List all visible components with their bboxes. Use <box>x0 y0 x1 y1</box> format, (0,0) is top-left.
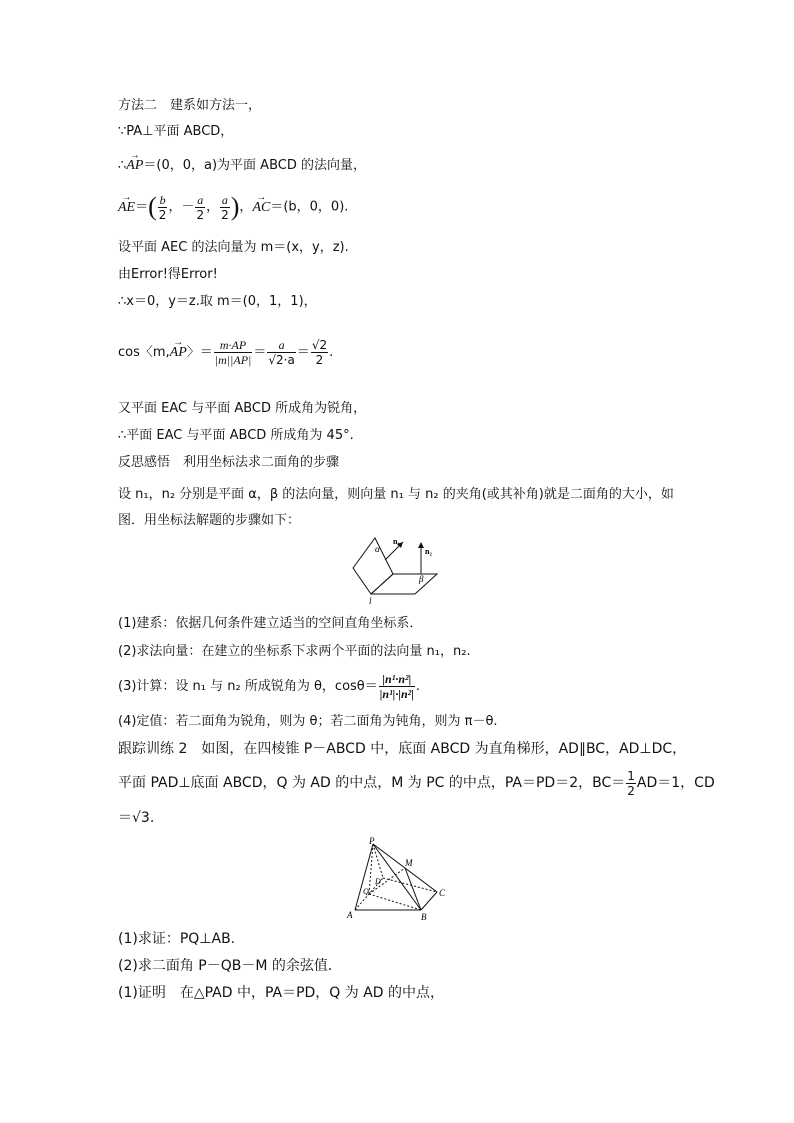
label-p: P <box>369 836 375 846</box>
line-ap-normal-text: ＝(0，0，a)为平面 ABCD 的法向量， <box>143 158 366 173</box>
numerator: |n¹·n²| <box>379 672 415 687</box>
right-paren: ) <box>230 192 240 221</box>
line-error: 由Error!得Error! <box>118 267 218 282</box>
edge-pd <box>373 844 383 878</box>
step-3 <box>118 668 420 706</box>
step-4: (4)定值：若二面角为锐角，则为 θ；若二面角为钝角，则为 π－θ. <box>118 714 498 729</box>
line-ae-ac <box>118 190 348 225</box>
period: . <box>329 345 334 360</box>
denominator: 2 <box>158 207 167 222</box>
plane-alpha <box>353 538 393 594</box>
fraction-a-over-2 <box>195 193 205 222</box>
label-d: D <box>375 877 381 886</box>
label-c: C <box>439 888 446 898</box>
arrow-head-n2 <box>418 542 424 548</box>
label-a: A <box>347 910 353 920</box>
label-m: M <box>405 858 413 868</box>
line-cos-formula <box>118 328 333 378</box>
question-1: (1)求证：PQ⊥AB. <box>118 931 236 947</box>
label-q: Q <box>363 887 369 896</box>
line-ap-normal <box>118 158 366 174</box>
numerator: m·AP <box>214 338 253 353</box>
cos-close: 〉＝ <box>186 345 213 360</box>
equals: ＝ <box>135 199 149 215</box>
fraction-b-over-2 <box>158 193 168 222</box>
step-1: (1)建系：依据几何条件建立适当的空间直角坐标系． <box>118 616 423 631</box>
exercise-line-2-tail: AD＝1，CD <box>636 775 715 791</box>
exercise-line-1: 跟踪训练 2 如图，在四棱锥 P－ABCD 中，底面 ABCD 为直角梯形，AD∥BC，AD⊥DC， <box>118 741 687 757</box>
step-2: (2)求法向量：在建立的坐标系下求两个平面的法向量 n₁，n₂. <box>118 644 471 659</box>
label-l: l <box>369 596 372 606</box>
numerator: a <box>197 192 204 207</box>
label-n2: n₂ <box>425 547 432 556</box>
vector-ae: → AE <box>118 191 135 225</box>
left-paren: ( <box>148 192 157 221</box>
label-alpha: α <box>375 544 380 554</box>
denominator: |n¹|·|n²| <box>379 687 414 701</box>
numerator: a <box>221 192 228 207</box>
fraction-one-half <box>626 769 636 798</box>
therefore-symbol: ∴ <box>118 158 127 173</box>
separator: ，－ <box>168 199 195 215</box>
numerator: a <box>267 338 295 353</box>
comma: ， <box>239 199 253 215</box>
line-acute-angle: 又平面 EAC 与平面 ABCD 所成角为锐角， <box>118 401 367 416</box>
exercise-line-2 <box>118 768 715 798</box>
label-b: B <box>421 912 427 922</box>
fraction-a-over-2-second <box>220 193 230 222</box>
vector-ap: → AP <box>170 328 187 378</box>
because-symbol: ∵ <box>118 124 127 139</box>
proof-start: (1)证明 在△PAD 中，PA＝PD，Q 为 AD 的中点， <box>118 985 445 1001</box>
vector-ap: → AP <box>126 158 143 174</box>
fraction-root2-over-2 <box>311 338 328 367</box>
equals: ＝ <box>253 345 267 360</box>
denominator: 2 <box>627 783 635 798</box>
denominator: 2 <box>221 207 229 222</box>
denominator: |m||AP| <box>214 353 252 367</box>
dihedral-angle-figure <box>345 530 455 606</box>
vector-ac: → AC <box>252 191 270 225</box>
denominator: 2 <box>196 207 205 222</box>
line-angle-45: ∴平面 EAC 与平面 ABCD 所成角为 45°. <box>118 428 354 443</box>
reflection-paragraph: 设 n₁，n₂ 分别是平面 α，β 的法向量，则向量 n₁ 与 n₂ 的夹角(或其补角)就是二面角的大小，如图．用坐标法解题的步骤如下： <box>118 487 674 528</box>
plane-beta <box>371 574 437 594</box>
label-n1: n₁ <box>393 537 400 546</box>
pyramid-figure <box>345 836 455 922</box>
numerator: 1 <box>627 768 635 783</box>
exercise-line-2-text: 平面 PAD⊥底面 ABCD，Q 为 AD 的中点，M 为 PC 的中点，PA＝PD＝2，BC＝ <box>118 775 626 791</box>
cos-label: cos〈m, <box>118 345 170 360</box>
segment-qb <box>369 894 421 910</box>
line-pa-perp-text: PA⊥平面 ABCD， <box>126 124 234 139</box>
denominator: 2 <box>315 353 324 367</box>
line-normal-m: 设平面 AEC 的法向量为 m＝(x，y，z). <box>118 240 349 255</box>
exercise-line-3: ＝√3. <box>118 810 155 826</box>
line-pa-perp <box>118 124 233 140</box>
numerator: b <box>159 192 166 207</box>
line-take-m: ∴x＝0，y＝z.取 m＝(0，1，1)， <box>118 294 317 309</box>
fraction-cos-theta <box>379 672 415 701</box>
method-two-heading: 方法二 建系如方法一， <box>118 98 262 113</box>
edge-bc <box>421 892 437 910</box>
question-2: (2)求二面角 P－QB－M 的余弦值． <box>118 958 342 974</box>
separator: ， <box>206 199 220 215</box>
fraction-a-over-root2a <box>267 338 295 367</box>
line-ac-text: ＝(b，0，0). <box>270 199 349 215</box>
label-beta: β <box>419 574 424 584</box>
numerator: √2 <box>311 338 328 352</box>
reflection-heading: 反思感悟 利用坐标法求二面角的步骤 <box>118 455 340 470</box>
denominator: √2·a <box>268 353 295 367</box>
fraction-dot-product <box>214 338 253 367</box>
period: . <box>415 679 421 694</box>
step-3-text: (3)计算：设 n₁ 与 n₂ 所成锐角为 θ，cosθ＝ <box>118 679 378 694</box>
equals: ＝ <box>296 345 310 360</box>
